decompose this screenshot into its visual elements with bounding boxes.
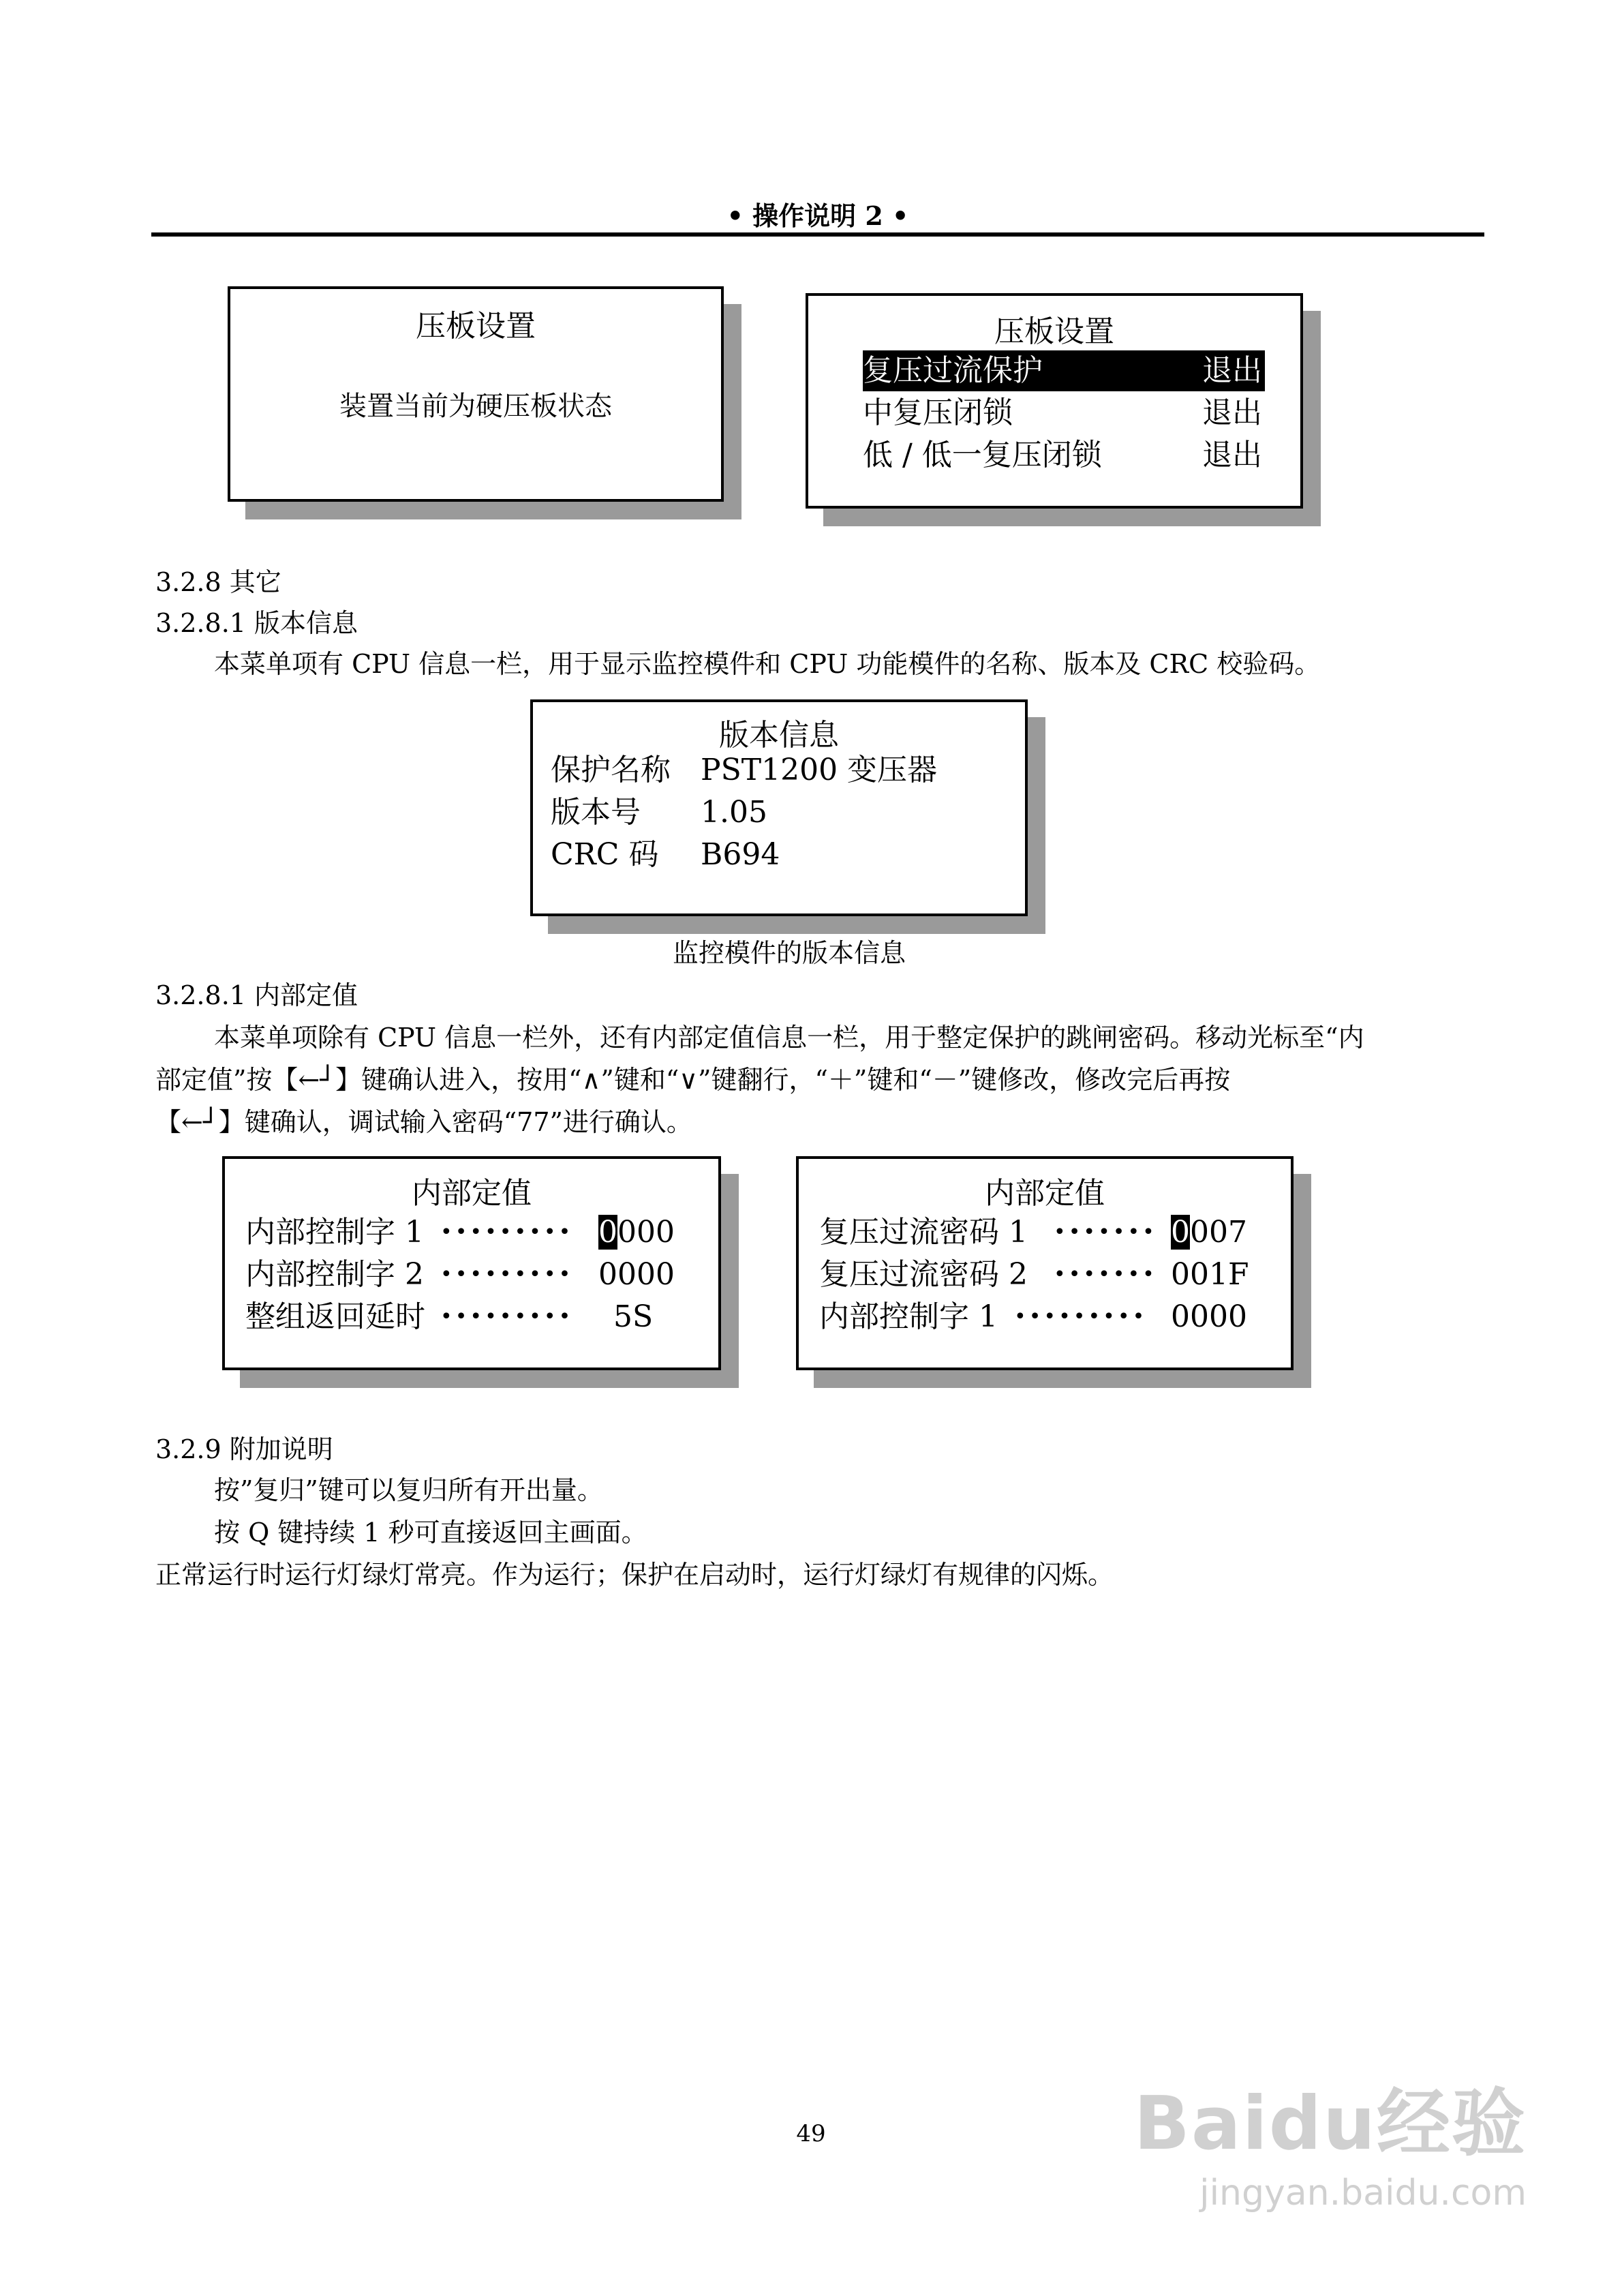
setting-row-value[interactable]: 0000 [1171, 1299, 1247, 1334]
version-row-label: 保护名称 [551, 753, 671, 787]
leader-dots: ••••••• [1054, 1220, 1157, 1244]
row-value: 退出 [1202, 395, 1262, 430]
setting-row-label: 内部控制字 1 [245, 1215, 424, 1250]
paragraph-internal-1: 本菜单项除有 CPU 信息一栏外，还有内部定值信息一栏，用于整定保护的跳闸密码。移动光标至“内 [214, 1023, 1364, 1053]
leader-dots: ••••••••• [1014, 1305, 1148, 1329]
leader-dots: ••••••• [1054, 1263, 1157, 1286]
panel-title: 内部定值 [985, 1176, 1105, 1211]
note-run-light: 正常运行时运行灯绿灯常亮。作为运行；保护在启动时，运行灯绿灯有规律的闪烁。 [155, 1560, 1114, 1590]
row-value: 退出 [1202, 438, 1262, 472]
paragraph-version-info: 本菜单项有 CPU 信息一栏，用于显示监控模件和 CPU 功能模件的名称、版本及 CRC 校验码。 [214, 649, 1321, 679]
version-info-panel [530, 699, 1028, 916]
note-reset: 按”复归”键可以复归所有开出量。 [214, 1475, 603, 1505]
setting-row-label: 复压过流密码 2 [819, 1257, 1028, 1292]
section-heading-internal: 3.2.8.1 内部定值 [155, 980, 358, 1010]
paragraph-internal-2: 部定值”按【←┘】键确认进入，按用“∧”键和“∨”键翻行，“＋”键和“－”键修改，修改完后再按 [155, 1065, 1231, 1095]
watermark [1134, 2064, 1527, 2214]
section-heading-3-2-9: 3.2.9 附加说明 [155, 1434, 333, 1464]
menu-row[interactable] [863, 393, 1265, 434]
setting-row-label: 内部控制字 1 [819, 1299, 998, 1334]
setting-row-value[interactable] [1171, 1212, 1247, 1253]
version-row-label: CRC 码 [551, 837, 659, 872]
version-caption: 监控模件的版本信息 [672, 938, 906, 968]
setting-row-label: 整组返回延时 [245, 1299, 425, 1334]
watermark-brand: Baidu经验 [1133, 2081, 1527, 2166]
internal-settings-panel-2 [796, 1156, 1294, 1370]
panel-message: 装置当前为硬压板状态 [339, 391, 612, 422]
watermark-url: jingyan.baidu.com [1199, 2173, 1527, 2214]
leader-dots: ••••••••• [440, 1263, 574, 1286]
version-row-value: PST1200 变压器 [701, 753, 938, 787]
version-row-value: 1.05 [701, 795, 767, 830]
section-heading-3-2-8: 3.2.8 其它 [155, 567, 281, 597]
setting-row-value[interactable]: 001F [1171, 1257, 1249, 1292]
row-label: 复压过流保护 [863, 353, 1043, 388]
version-row-label: 版本号 [551, 795, 641, 830]
paragraph-internal-3: 【←┘】键确认，调试输入密码“77”进行确认。 [155, 1107, 692, 1137]
page-number: 49 [796, 2120, 826, 2147]
setting-row-value[interactable] [598, 1212, 675, 1253]
menu-row[interactable] [863, 435, 1265, 476]
edit-cursor: 0 [1171, 1215, 1190, 1250]
value-rest: 000 [617, 1215, 675, 1250]
pressure-board-panel-2 [806, 293, 1303, 509]
row-label: 中复压闭锁 [863, 395, 1013, 430]
setting-row-label: 复压过流密码 1 [819, 1215, 1028, 1250]
version-row-value: B694 [701, 837, 780, 872]
note-q-key: 按 Q 键持续 1 秒可直接返回主画面。 [214, 1517, 647, 1547]
leader-dots: ••••••••• [440, 1220, 574, 1244]
edit-cursor: 0 [598, 1215, 617, 1250]
section-heading-3-2-8-1: 3.2.8.1 版本信息 [155, 608, 358, 638]
panel-title: 压板设置 [994, 314, 1114, 349]
setting-row-value[interactable]: 5S [613, 1299, 654, 1334]
panel-title: 内部定值 [412, 1176, 532, 1211]
pressure-board-panel-1 [228, 286, 724, 502]
row-label: 低 / 低一复压闭锁 [863, 438, 1102, 472]
panel-title: 压板设置 [416, 309, 536, 344]
row-value: 退出 [1202, 353, 1262, 388]
value-rest: 007 [1190, 1215, 1247, 1250]
page-header-title: • 操作说明 2 • [726, 200, 909, 231]
menu-row-selected[interactable] [863, 350, 1265, 391]
leader-dots: ••••••••• [440, 1305, 574, 1329]
setting-row-label: 内部控制字 2 [245, 1257, 424, 1292]
panel-title: 版本信息 [719, 718, 839, 753]
setting-row-value[interactable]: 0000 [598, 1257, 675, 1292]
internal-settings-panel-1 [222, 1156, 721, 1370]
header-rule [151, 232, 1484, 237]
